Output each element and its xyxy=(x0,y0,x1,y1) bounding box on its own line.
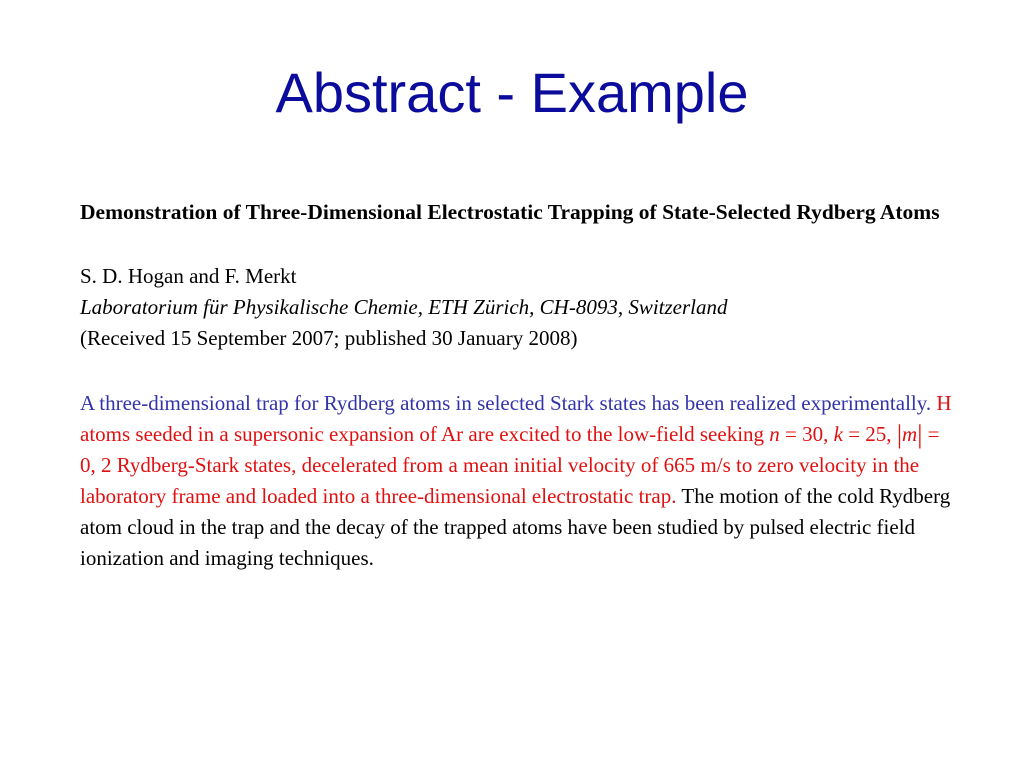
paper-abstract-block xyxy=(80,196,952,574)
abs-bar-left: | xyxy=(896,420,903,449)
abstract-intro: A three-dimensional trap for Rydberg atoms in selected Stark states has been realized experimentally. xyxy=(80,391,932,415)
slide-title: Abstract - Example xyxy=(275,61,749,124)
abstract-method-part1: H atoms seeded in a supersonic expansion of Ar are excited to the low-field seeking xyxy=(80,391,952,446)
quantum-number-n-value: = 30, xyxy=(779,422,834,446)
paper-authors: S. D. Hogan and F. Merkt xyxy=(80,264,297,288)
quantum-number-k-value: = 25, xyxy=(842,422,897,446)
abstract-text xyxy=(80,388,952,574)
paper-title: Demonstration of Three-Dimensional Electrostatic Trapping of State-Selected Rydberg Atoms xyxy=(80,200,940,224)
abs-bar-right: | xyxy=(917,420,923,449)
quantum-number-k: k xyxy=(833,422,843,446)
abstract-results: The motion of the cold Rydberg atom cloud in the trap and the decay of the trapped atoms have been studied by pulsed electric field ionization and imaging techniques. xyxy=(80,484,951,570)
quantum-number-n: n xyxy=(769,422,780,446)
quantum-number-m: m xyxy=(902,422,918,446)
paper-dates: (Received 15 September 2007; published 30 January 2008) xyxy=(80,326,578,350)
paper-affiliation: Laboratorium für Physikalische Chemie, ETH Zürich, CH-8093, Switzerland xyxy=(80,295,728,319)
abstract-method-part2: = 0, 2 Rydberg-Stark states, decelerated from a mean initial velocity of 665 m/s to zero velocity in the laboratory frame and loaded into a three-dimensional electrostatic trap. xyxy=(80,422,940,508)
